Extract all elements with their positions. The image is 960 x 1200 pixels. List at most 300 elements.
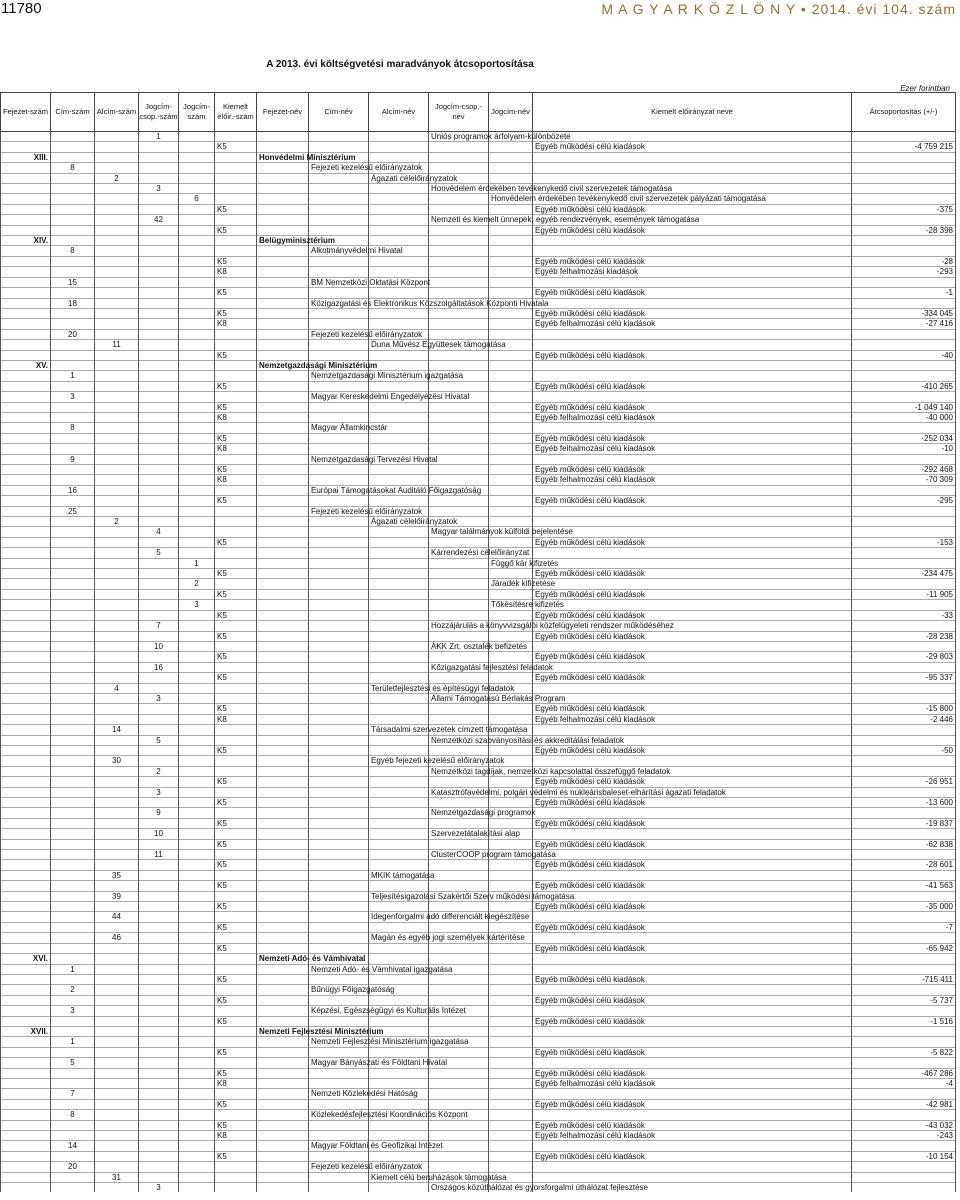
table-cell [215,1183,257,1193]
table-cell [95,631,139,641]
table-cell [179,787,215,797]
table-cell: K8 [215,475,257,485]
table-cell [369,798,429,808]
table-cell [429,423,489,433]
table-cell [139,267,179,277]
table-cell: K5 [215,433,257,443]
table-row [1,517,956,527]
table-cell: -33 [852,610,956,620]
table-cell [257,308,309,318]
table-cell: -10 154 [852,1151,956,1161]
table-cell [139,798,179,808]
table-cell [429,870,489,880]
table-cell [95,881,139,891]
table-cell: 5 [51,1058,95,1068]
table-cell [257,693,309,703]
table-cell [51,683,95,693]
table-cell [95,704,139,714]
table-cell [257,298,309,308]
column-header: Fejezet-szám [1,93,51,132]
table-cell [533,173,852,183]
table-cell [51,818,95,828]
table-cell [179,756,215,766]
table-cell [369,527,429,537]
table-cell [533,1006,852,1016]
table-cell [139,964,179,974]
table-cell [179,1110,215,1120]
table-cell [215,985,257,995]
table-cell [215,298,257,308]
table-cell: Duna Művész Együttesek támogatása [369,340,429,350]
table-cell: -26 951 [852,777,956,787]
table-cell [257,1110,309,1120]
table-row [1,444,956,454]
table-cell [95,1058,139,1068]
table-cell [309,1183,369,1193]
table-cell [429,1047,489,1057]
table-cell [51,922,95,932]
table-cell [51,995,95,1005]
table-cell [1,204,51,214]
table-cell [309,1068,369,1078]
table-cell [95,808,139,818]
table-cell: -27 416 [852,319,956,329]
table-row [1,777,956,787]
table-row [1,1141,956,1151]
table-cell [309,1131,369,1141]
table-cell: Egyéb felhalmozási célú kiadások [533,1078,852,1088]
table-cell [257,860,309,870]
table-cell [429,569,489,579]
table-cell [257,1120,309,1130]
table-cell [309,922,369,932]
table-cell: K5 [215,142,257,152]
table-cell [309,860,369,870]
table-cell: Egyéb működési célú kiadások [533,1151,852,1161]
table-cell: -715 411 [852,974,956,984]
table-cell [95,1026,139,1036]
table-cell [1,1183,51,1193]
page-number: 11780 [1,0,42,17]
table-row [1,360,956,370]
table-cell [1,1110,51,1120]
table-cell: -5 737 [852,995,956,1005]
table-cell: Egyéb működési célú kiadások [533,350,852,360]
table-cell [95,132,139,142]
table-cell: Egyéb működési célú kiadások [533,777,852,787]
table-cell [257,558,309,568]
table-row [1,766,956,776]
table-cell [51,777,95,787]
table-cell [533,485,852,495]
table-row [1,600,956,610]
table-cell [533,964,852,974]
table-header-row [1,93,956,132]
table-cell [95,548,139,558]
table-row [1,631,956,641]
table-cell [257,1183,309,1193]
table-cell [533,1172,852,1182]
table-cell [215,173,257,183]
table-cell [179,870,215,880]
table-cell [369,954,429,964]
table-cell: -243 [852,1131,956,1141]
table-row [1,527,956,537]
table-cell [139,652,179,662]
table-cell [51,527,95,537]
table-row [1,662,956,672]
table-cell [179,173,215,183]
table-cell [215,600,257,610]
table-cell [95,277,139,287]
table-cell [852,1089,956,1099]
table-cell [139,922,179,932]
table-cell [1,756,51,766]
table-cell: Fejezeti kezelésű előirányzatok [309,163,369,173]
table-cell [489,1016,533,1026]
table-cell [1,777,51,787]
table-cell: K5 [215,818,257,828]
table-cell [1,808,51,818]
table-cell [257,277,309,287]
table-row [1,412,956,422]
table-cell [51,641,95,651]
table-cell [852,548,956,558]
table-cell [139,912,179,922]
table-cell [852,891,956,901]
table-cell [179,589,215,599]
table-cell [95,412,139,422]
table-cell [489,329,533,339]
table-cell [1,485,51,495]
table-cell [309,756,369,766]
table-cell [51,236,95,246]
table-row [1,974,956,984]
table-cell [257,631,309,641]
table-cell [852,1162,956,1172]
table-cell: 18 [51,298,95,308]
table-cell: K5 [215,610,257,620]
table-cell [257,881,309,891]
table-cell [489,745,533,755]
table-cell [257,787,309,797]
table-row [1,465,956,475]
table-cell [51,933,95,943]
table-cell [139,933,179,943]
table-cell [533,423,852,433]
table-cell [309,787,369,797]
table-cell [309,267,369,277]
table-cell [179,714,215,724]
table-cell: 20 [51,1162,95,1172]
table-cell [139,881,179,891]
table-row [1,922,956,932]
table-row [1,652,956,662]
table-cell [215,246,257,256]
table-cell [95,818,139,828]
table-cell [429,350,489,360]
table-cell [489,673,533,683]
table-cell: K5 [215,569,257,579]
table-cell [95,1037,139,1047]
table-cell [533,558,852,568]
table-cell: Magán és egyéb jogi személyek kártérítése [369,933,429,943]
table-cell [429,881,489,891]
table-cell: Területfejlesztési és építésügyi feladatok [369,683,429,693]
table-cell [489,371,533,381]
table-cell [489,1078,533,1088]
table-cell: 11 [95,340,139,350]
table-cell [95,496,139,506]
table-cell [369,839,429,849]
table-cell [139,277,179,287]
table-cell [179,423,215,433]
table-cell [95,1089,139,1099]
table-cell [489,860,533,870]
table-cell [429,673,489,683]
table-cell [51,288,95,298]
table-cell: K5 [215,881,257,891]
table-row [1,215,956,225]
column-header: Cím-szám [51,93,95,132]
table-cell [179,1016,215,1026]
table-cell [95,1120,139,1130]
table-cell [429,537,489,547]
table-cell [257,1047,309,1057]
table-cell [95,621,139,631]
table-cell: 7 [139,621,179,631]
table-cell [429,277,489,287]
table-cell [95,985,139,995]
table-cell [139,974,179,984]
table-cell: Egyéb működési célú kiadások [533,1068,852,1078]
table-cell [1,381,51,391]
table-cell: Egyéb működési célú kiadások [533,496,852,506]
table-cell: Fejezeti kezelésű előirányzatok [309,1162,369,1172]
table-cell [1,454,51,464]
table-cell: Nemzeti Adó- és Vámhivatal [257,954,309,964]
table-cell [257,745,309,755]
table-cell: Egyéb működési célú kiadások [533,288,852,298]
table-cell [852,579,956,589]
table-cell [369,943,429,953]
table-cell [139,777,179,787]
table-cell [215,1037,257,1047]
table-row [1,1089,956,1099]
table-cell: K5 [215,225,257,235]
table-cell [489,922,533,932]
table-cell [139,194,179,204]
table-cell [1,985,51,995]
table-cell [1,475,51,485]
table-row [1,995,956,1005]
table-cell [257,922,309,932]
table-cell: Egyéb felhalmozási célú kiadások [533,714,852,724]
table-cell [489,152,533,162]
table-cell [139,1016,179,1026]
table-cell [489,350,533,360]
table-cell [51,340,95,350]
table-cell [852,912,956,922]
table-cell [179,329,215,339]
table-cell [369,902,429,912]
table-cell [257,964,309,974]
table-row [1,288,956,298]
table-cell [533,985,852,995]
table-cell [179,371,215,381]
table-cell [309,537,369,547]
table-cell [179,964,215,974]
table-cell [489,360,533,370]
table-cell: -28 398 [852,225,956,235]
table-cell [369,496,429,506]
table-cell: Bűnügyi Főigazgatóság [309,985,369,995]
table-cell [429,329,489,339]
table-cell [1,184,51,194]
table-cell [533,517,852,527]
table-cell [1,1162,51,1172]
table-cell: Egyéb működési célú kiadások [533,537,852,547]
table-cell [1,683,51,693]
table-cell [429,267,489,277]
table-cell [139,142,179,152]
table-cell [309,850,369,860]
table-cell [179,298,215,308]
table-cell [215,662,257,672]
table-cell [179,236,215,246]
table-cell [139,298,179,308]
table-cell [51,787,95,797]
table-cell: Ágazati célelőirányzatok [369,173,429,183]
table-row [1,184,956,194]
table-cell [369,735,429,745]
table-cell [533,392,852,402]
table-cell: K5 [215,1120,257,1130]
table-cell: 3 [179,600,215,610]
table-cell [852,215,956,225]
table-cell [51,1078,95,1088]
table-cell [51,600,95,610]
table-cell [51,1099,95,1109]
table-cell: K5 [215,1068,257,1078]
table-cell [429,579,489,589]
table-row [1,1183,956,1193]
table-cell [257,350,309,360]
table-cell: 15 [51,277,95,287]
table-cell [51,215,95,225]
table-cell [257,1172,309,1182]
table-cell [179,881,215,891]
table-cell [369,1099,429,1109]
table-cell [1,506,51,516]
table-cell [215,683,257,693]
table-cell: -15 800 [852,704,956,714]
table-cell [1,1058,51,1068]
table-cell [489,288,533,298]
table-cell [309,735,369,745]
table-cell [369,1047,429,1057]
table-row [1,246,956,256]
table-cell [139,1078,179,1088]
table-cell [852,808,956,818]
table-cell [429,610,489,620]
table-cell: -4 759 215 [852,142,956,152]
table-cell [369,579,429,589]
table-cell [489,995,533,1005]
table-cell [215,277,257,287]
table-cell: 7 [51,1089,95,1099]
table-cell: 3 [139,1183,179,1193]
table-cell [257,381,309,391]
table-cell [1,850,51,860]
table-row [1,954,956,964]
table-cell [51,444,95,454]
table-cell [215,964,257,974]
table-cell [852,600,956,610]
table-cell [309,589,369,599]
table-cell: Társadalmi szervezetek címzett támogatása [369,725,429,735]
table-cell [369,152,429,162]
table-body [1,132,956,1193]
table-cell [489,204,533,214]
table-cell [309,173,369,183]
table-cell [1,974,51,984]
table-cell [1,319,51,329]
table-cell [95,527,139,537]
table-cell: Honvédelem érdekében tevékenykedő civil szervezetek pályázati támogatása [489,194,533,204]
table-cell [215,870,257,880]
table-cell [51,1131,95,1141]
table-cell [369,860,429,870]
table-cell [215,891,257,901]
table-cell [95,288,139,298]
table-row [1,839,956,849]
table-cell [1,215,51,225]
table-cell: K5 [215,631,257,641]
table-cell [51,745,95,755]
table-cell [139,1099,179,1109]
table-cell [489,954,533,964]
table-cell [179,912,215,922]
table-cell [51,673,95,683]
table-cell: 10 [139,829,179,839]
table-cell [1,693,51,703]
table-cell [533,298,852,308]
table-cell [429,954,489,964]
table-cell [852,683,956,693]
table-cell [51,1172,95,1182]
table-cell [309,891,369,901]
table-cell [179,350,215,360]
table-cell [489,392,533,402]
table-row [1,798,956,808]
table-cell: XIII. [1,152,51,162]
table-cell [179,225,215,235]
table-cell [95,225,139,235]
table-cell [257,204,309,214]
table-cell [51,132,95,142]
table-cell [95,381,139,391]
table-cell [1,558,51,568]
table-cell: -40 [852,350,956,360]
table-cell [139,1131,179,1141]
table-cell: K5 [215,974,257,984]
table-cell: 39 [95,891,139,901]
table-cell [95,308,139,318]
table-cell [489,1099,533,1109]
table-cell [215,194,257,204]
table-cell [139,444,179,454]
